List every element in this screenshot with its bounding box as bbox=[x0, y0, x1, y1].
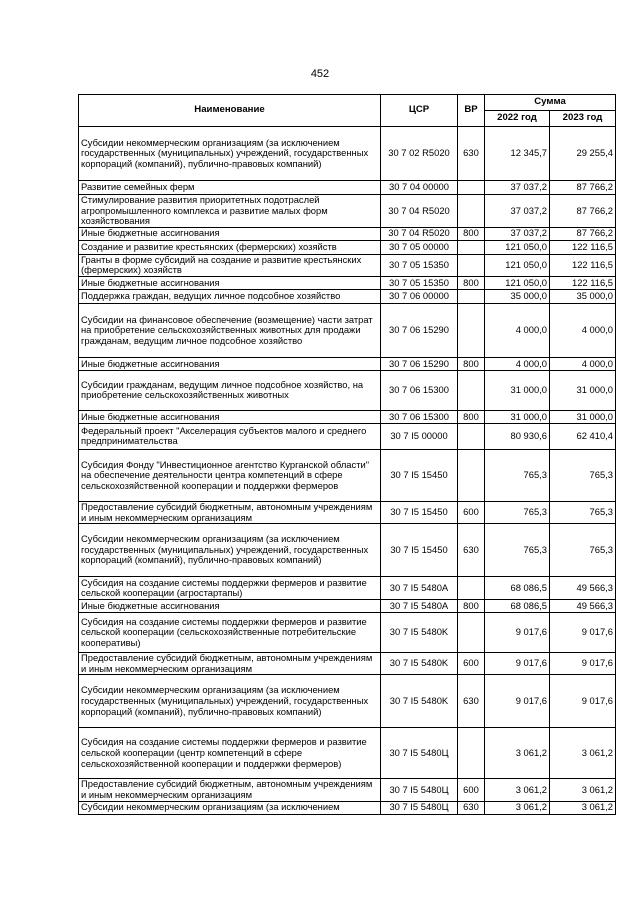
row-name: Стимулирование развития приоритетных подотраслей агропромышленного комплекса и развитие малых форм хозяйствования bbox=[79, 195, 381, 228]
row-vr: 800 bbox=[458, 227, 485, 240]
row-amount-2022: 4 000,0 bbox=[485, 357, 550, 370]
row-csr: 30 7 06 15290 bbox=[381, 357, 458, 370]
row-name: Поддержка граждан, ведущих личное подсобное хозяйство bbox=[79, 289, 381, 303]
table-row bbox=[79, 728, 616, 779]
row-vr bbox=[458, 303, 485, 357]
row-name: Предоставление субсидий бюджетным, автономным учреждениям и иным некоммерческим организациям bbox=[79, 779, 381, 801]
table-row bbox=[79, 195, 616, 228]
row-vr: 800 bbox=[458, 410, 485, 423]
row-csr: 30 7 I5 5480Ц bbox=[381, 801, 458, 814]
row-amount-2022: 121 050,0 bbox=[485, 240, 550, 254]
row-amount-2023: 87 766,2 bbox=[550, 195, 616, 228]
row-csr: 30 7 I5 5480K bbox=[381, 613, 458, 653]
row-name: Субсидии некоммерческим организациям (за исключением государственных (муниципальных) учреждений, государственных корпораций (компаний), публично-правовых компаний) bbox=[79, 675, 381, 728]
row-csr: 30 7 I5 00000 bbox=[381, 423, 458, 449]
row-csr: 30 7 04 00000 bbox=[381, 181, 458, 195]
row-amount-2022: 121 050,0 bbox=[485, 254, 550, 276]
row-name: Иные бюджетные ассигнования bbox=[79, 357, 381, 370]
row-vr bbox=[458, 240, 485, 254]
header-name: Наименование bbox=[79, 95, 381, 127]
row-csr: 30 7 06 15300 bbox=[381, 370, 458, 410]
row-csr: 30 7 I5 5480A bbox=[381, 577, 458, 600]
row-name: Субсидия на создание системы поддержки фермеров и развитие сельской кооперации (сельскохозяйственные потребительские кооперативы) bbox=[79, 613, 381, 653]
table-row bbox=[79, 357, 616, 370]
row-vr bbox=[458, 289, 485, 303]
row-amount-2023: 9 017,6 bbox=[550, 675, 616, 728]
row-amount-2023: 3 061,2 bbox=[550, 728, 616, 779]
row-vr bbox=[458, 423, 485, 449]
row-amount-2023: 62 410,4 bbox=[550, 423, 616, 449]
header-csr: ЦСР bbox=[381, 95, 458, 127]
row-amount-2023: 4 000,0 bbox=[550, 357, 616, 370]
header-year-2023: 2023 год bbox=[550, 111, 616, 127]
row-amount-2023: 3 061,2 bbox=[550, 801, 616, 814]
row-amount-2023: 765,3 bbox=[550, 449, 616, 501]
row-name: Развитие семейных ферм bbox=[79, 181, 381, 195]
header-vr: ВР bbox=[458, 95, 485, 127]
row-amount-2023: 3 061,2 bbox=[550, 779, 616, 801]
row-csr: 30 7 I5 5480Ц bbox=[381, 779, 458, 801]
row-csr: 30 7 06 15290 bbox=[381, 303, 458, 357]
table-row bbox=[79, 240, 616, 254]
table-row bbox=[79, 524, 616, 577]
row-amount-2023: 29 255,4 bbox=[550, 127, 616, 181]
row-name: Иные бюджетные ассигнования bbox=[79, 227, 381, 240]
row-vr: 600 bbox=[458, 779, 485, 801]
row-csr: 30 7 05 15350 bbox=[381, 276, 458, 289]
row-name: Субсидия на создание системы поддержки фермеров и развитие сельской кооперации (агростартапы) bbox=[79, 577, 381, 600]
row-csr: 30 7 05 00000 bbox=[381, 240, 458, 254]
row-vr bbox=[458, 370, 485, 410]
row-name: Субсидия Фонду "Инвестиционное агентство Курганской области" на обеспечение деятельности центра компетенций в сфере сельскохозяйственной кооперации и поддержки фермеров bbox=[79, 449, 381, 501]
row-amount-2023: 765,3 bbox=[550, 524, 616, 577]
row-amount-2022: 37 037,2 bbox=[485, 181, 550, 195]
row-vr: 630 bbox=[458, 675, 485, 728]
row-vr bbox=[458, 195, 485, 228]
header-sum: Сумма bbox=[485, 95, 616, 111]
row-amount-2023: 35 000,0 bbox=[550, 289, 616, 303]
row-amount-2022: 3 061,2 bbox=[485, 801, 550, 814]
row-csr: 30 7 I5 5480A bbox=[381, 600, 458, 613]
row-vr: 630 bbox=[458, 801, 485, 814]
row-vr bbox=[458, 449, 485, 501]
row-vr: 800 bbox=[458, 276, 485, 289]
row-amount-2022: 3 061,2 bbox=[485, 779, 550, 801]
row-amount-2022: 35 000,0 bbox=[485, 289, 550, 303]
row-csr: 30 7 04 R5020 bbox=[381, 227, 458, 240]
row-vr bbox=[458, 254, 485, 276]
row-amount-2022: 765,3 bbox=[485, 501, 550, 523]
row-csr: 30 7 04 R5020 bbox=[381, 195, 458, 228]
table-row bbox=[79, 303, 616, 357]
row-name: Субсидия на создание системы поддержки фермеров и развитие сельской кооперации (центр компетенций в сфере сельскохозяйственной кооперации и поддержки фермеров) bbox=[79, 728, 381, 779]
row-amount-2023: 9 017,6 bbox=[550, 653, 616, 675]
row-amount-2022: 37 037,2 bbox=[485, 227, 550, 240]
table-row bbox=[79, 289, 616, 303]
row-amount-2022: 4 000,0 bbox=[485, 303, 550, 357]
row-csr: 30 7 I5 5480K bbox=[381, 675, 458, 728]
row-amount-2023: 87 766,2 bbox=[550, 227, 616, 240]
row-vr: 600 bbox=[458, 653, 485, 675]
row-amount-2023: 31 000,0 bbox=[550, 370, 616, 410]
row-amount-2023: 122 116,5 bbox=[550, 276, 616, 289]
row-amount-2022: 765,3 bbox=[485, 524, 550, 577]
row-amount-2023: 49 566,3 bbox=[550, 600, 616, 613]
row-name: Субсидии некоммерческим организациям (за исключением bbox=[79, 801, 381, 814]
row-vr: 800 bbox=[458, 357, 485, 370]
row-amount-2023: 765,3 bbox=[550, 501, 616, 523]
row-amount-2023: 9 017,6 bbox=[550, 613, 616, 653]
row-amount-2022: 121 050,0 bbox=[485, 276, 550, 289]
table-row bbox=[79, 613, 616, 653]
table-row bbox=[79, 181, 616, 195]
table-row bbox=[79, 577, 616, 600]
row-csr: 30 7 I5 15450 bbox=[381, 524, 458, 577]
row-amount-2023: 4 000,0 bbox=[550, 303, 616, 357]
row-name: Субсидии гражданам, ведущим личное подсобное хозяйство, на приобретение сельскохозяйственных животных bbox=[79, 370, 381, 410]
budget-table bbox=[78, 94, 616, 815]
row-amount-2022: 68 086,5 bbox=[485, 600, 550, 613]
row-amount-2022: 765,3 bbox=[485, 449, 550, 501]
row-csr: 30 7 I5 5480K bbox=[381, 653, 458, 675]
row-amount-2022: 80 930,6 bbox=[485, 423, 550, 449]
row-csr: 30 7 I5 15450 bbox=[381, 501, 458, 523]
row-amount-2022: 9 017,6 bbox=[485, 653, 550, 675]
table-row bbox=[79, 653, 616, 675]
row-name: Субсидии некоммерческим организациям (за исключением государственных (муниципальных) учреждений, государственных корпораций (компаний), публично-правовых компаний) bbox=[79, 524, 381, 577]
row-name: Иные бюджетные ассигнования bbox=[79, 410, 381, 423]
table-body bbox=[79, 127, 616, 815]
row-vr: 600 bbox=[458, 501, 485, 523]
row-vr: 630 bbox=[458, 127, 485, 181]
row-vr bbox=[458, 577, 485, 600]
table-row bbox=[79, 501, 616, 523]
row-name: Субсидии на финансовое обеспечение (возмещение) части затрат на приобретение сельскохозяйственных животных для продажи гражданам, ведущим личное подсобное хозяйство bbox=[79, 303, 381, 357]
row-amount-2022: 31 000,0 bbox=[485, 410, 550, 423]
row-name: Федеральный проект "Акселерация субъектов малого и среднего предпринимательства bbox=[79, 423, 381, 449]
table-row bbox=[79, 801, 616, 814]
row-vr: 800 bbox=[458, 600, 485, 613]
table-row bbox=[79, 675, 616, 728]
table-row bbox=[79, 276, 616, 289]
row-name: Предоставление субсидий бюджетным, автономным учреждениям и иным некоммерческим организациям bbox=[79, 501, 381, 523]
row-amount-2022: 31 000,0 bbox=[485, 370, 550, 410]
row-name: Иные бюджетные ассигнования bbox=[79, 600, 381, 613]
header-year-2022: 2022 год bbox=[485, 111, 550, 127]
table-row bbox=[79, 370, 616, 410]
row-vr bbox=[458, 181, 485, 195]
table-row bbox=[79, 779, 616, 801]
row-csr: 30 7 02 R5020 bbox=[381, 127, 458, 181]
row-amount-2022: 3 061,2 bbox=[485, 728, 550, 779]
table-row bbox=[79, 254, 616, 276]
row-amount-2023: 31 000,0 bbox=[550, 410, 616, 423]
row-vr bbox=[458, 728, 485, 779]
row-amount-2022: 37 037,2 bbox=[485, 195, 550, 228]
row-csr: 30 7 06 15300 bbox=[381, 410, 458, 423]
table-row bbox=[79, 449, 616, 501]
row-amount-2022: 12 345,7 bbox=[485, 127, 550, 181]
page-number: 452 bbox=[310, 68, 330, 80]
row-amount-2022: 68 086,5 bbox=[485, 577, 550, 600]
row-amount-2022: 9 017,6 bbox=[485, 613, 550, 653]
row-csr: 30 7 I5 15450 bbox=[381, 449, 458, 501]
table-row bbox=[79, 227, 616, 240]
row-amount-2023: 122 116,5 bbox=[550, 240, 616, 254]
row-vr: 630 bbox=[458, 524, 485, 577]
row-name: Гранты в форме субсидий на создание и развитие крестьянских (фермерских) хозяйств bbox=[79, 254, 381, 276]
table-row bbox=[79, 423, 616, 449]
table-row bbox=[79, 600, 616, 613]
row-amount-2022: 9 017,6 bbox=[485, 675, 550, 728]
row-amount-2023: 49 566,3 bbox=[550, 577, 616, 600]
table-row bbox=[79, 410, 616, 423]
row-csr: 30 7 I5 5480Ц bbox=[381, 728, 458, 779]
row-name: Субсидии некоммерческим организациям (за исключением государственных (муниципальных) учреждений, государственных корпораций (компаний), публично-правовых компаний) bbox=[79, 127, 381, 181]
row-vr bbox=[458, 613, 485, 653]
row-amount-2023: 87 766,2 bbox=[550, 181, 616, 195]
row-name: Предоставление субсидий бюджетным, автономным учреждениям и иным некоммерческим организациям bbox=[79, 653, 381, 675]
row-amount-2023: 122 116,5 bbox=[550, 254, 616, 276]
row-csr: 30 7 05 15350 bbox=[381, 254, 458, 276]
table-row bbox=[79, 127, 616, 181]
row-name: Создание и развитие крестьянских (фермерских) хозяйств bbox=[79, 240, 381, 254]
row-csr: 30 7 06 00000 bbox=[381, 289, 458, 303]
row-name: Иные бюджетные ассигнования bbox=[79, 276, 381, 289]
